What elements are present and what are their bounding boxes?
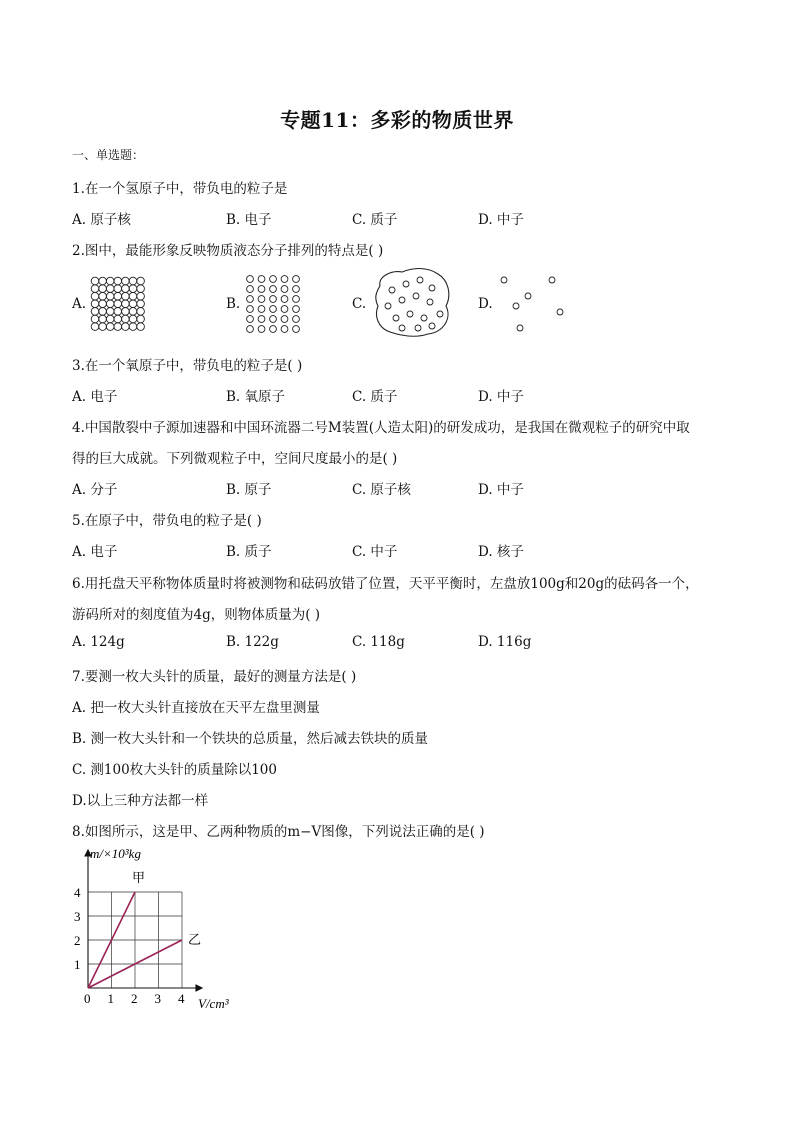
q3-option-a[interactable]: A. 电子 <box>72 389 118 405</box>
x-tick-label: 3 <box>154 991 161 1006</box>
q2-option-a[interactable]: A. <box>72 296 87 312</box>
q7-option-c[interactable]: C. 测100枚大头针的质量除以100 <box>72 762 277 778</box>
q1-option-a[interactable]: A. 原子核 <box>72 212 131 228</box>
series-label-jia: 甲 <box>132 870 146 885</box>
q2-option-d[interactable]: D. <box>478 296 493 312</box>
q4-option-d[interactable]: D. 中子 <box>478 482 524 498</box>
question-3-stem: 3.在一个氧原子中，带负电的粒子是( ) <box>72 358 303 374</box>
q1-option-d[interactable]: D. 中子 <box>478 212 524 228</box>
m-v-graph <box>68 842 258 1014</box>
q5-option-d[interactable]: D. 核子 <box>478 544 524 560</box>
q6-option-a[interactable]: A. 124g <box>72 634 125 650</box>
y-tick-label: 1 <box>74 957 81 972</box>
q7-option-b[interactable]: B. 测一枚大头针和一个铁块的总质量，然后减去铁块的质量 <box>72 731 429 747</box>
q4-option-c[interactable]: C. 原子核 <box>352 482 411 498</box>
question-5-stem: 5.在原子中，带负电的粒子是( ) <box>72 513 262 529</box>
q3-option-d[interactable]: D. 中子 <box>478 389 524 405</box>
question-1-stem: 1.在一个氢原子中，带负电的粒子是 <box>72 181 288 197</box>
x-tick-label: 1 <box>107 991 114 1006</box>
q1-option-b[interactable]: B. 电子 <box>226 212 272 228</box>
question-6-stem-line-1: 6.用托盘天平称物体质量时将被测物和砝码放错了位置，天平平衡时，左盘放100g和20g的砝码各一个， <box>72 576 699 592</box>
question-4-stem-line-2: 得的巨大成就。下列微观粒子中，空间尺度最小的是( ) <box>72 451 398 467</box>
section-heading: 一、单选题： <box>72 148 145 162</box>
q6-option-c[interactable]: C. 118g <box>352 634 405 650</box>
q5-option-a[interactable]: A. 电子 <box>72 544 118 560</box>
q6-option-d[interactable]: D. 116g <box>478 634 532 650</box>
q5-option-b[interactable]: B. 质子 <box>226 544 272 560</box>
q7-option-a[interactable]: A. 把一枚大头针直接放在天平左盘里测量 <box>72 700 320 716</box>
y-tick-label: 2 <box>74 933 81 948</box>
molecule-figure-gas <box>496 272 568 334</box>
question-6-stem-line-2: 游码所对的刻度值为4g，则物体质量为( ) <box>72 607 321 623</box>
q1-option-c[interactable]: C. 质子 <box>352 212 398 228</box>
q5-option-c[interactable]: C. 中子 <box>352 544 398 560</box>
q4-option-a[interactable]: A. 分子 <box>72 482 118 498</box>
molecule-figure-liquid <box>372 266 452 338</box>
x-tick-label: 0 <box>84 991 91 1006</box>
molecule-figure-ordered <box>244 273 302 333</box>
molecule-figure-solid <box>90 276 146 332</box>
q3-option-b[interactable]: B. 氧原子 <box>226 389 286 405</box>
y-tick-label: 3 <box>74 909 81 924</box>
x-axis-label: V/cm³ <box>198 996 229 1011</box>
q3-option-c[interactable]: C. 质子 <box>352 389 398 405</box>
q4-option-b[interactable]: B. 原子 <box>226 482 272 498</box>
question-7-stem: 7.要测一枚大头针的质量，最好的测量方法是( ) <box>72 669 357 685</box>
series-label-yi: 乙 <box>188 932 202 947</box>
question-4-stem-line-1: 4.中国散裂中子源加速器和中国环流器二号M装置(人造太阳)的研发成功，是我国在微观粒子的研究中取 <box>72 420 690 436</box>
x-axis-arrow <box>196 985 202 991</box>
q2-option-c[interactable]: C. <box>352 296 367 312</box>
q2-option-b[interactable]: B. <box>226 296 241 312</box>
page-title: 专题11：多彩的物质世界 <box>280 108 514 132</box>
q7-option-d[interactable]: D.以上三种方法都一样 <box>72 793 209 809</box>
y-tick-label: 4 <box>74 885 81 900</box>
x-tick-label: 4 <box>178 991 185 1006</box>
question-8-stem: 8.如图所示，这是甲、乙两种物质的m−V图像，下列说法正确的是( ) <box>72 824 485 840</box>
y-axis-label: m/×10³kg <box>90 846 141 861</box>
q6-option-b[interactable]: B. 122g <box>226 634 279 650</box>
x-tick-label: 2 <box>131 991 138 1006</box>
question-2-stem: 2.图中，最能形象反映物质液态分子排列的特点是( ) <box>72 243 384 259</box>
